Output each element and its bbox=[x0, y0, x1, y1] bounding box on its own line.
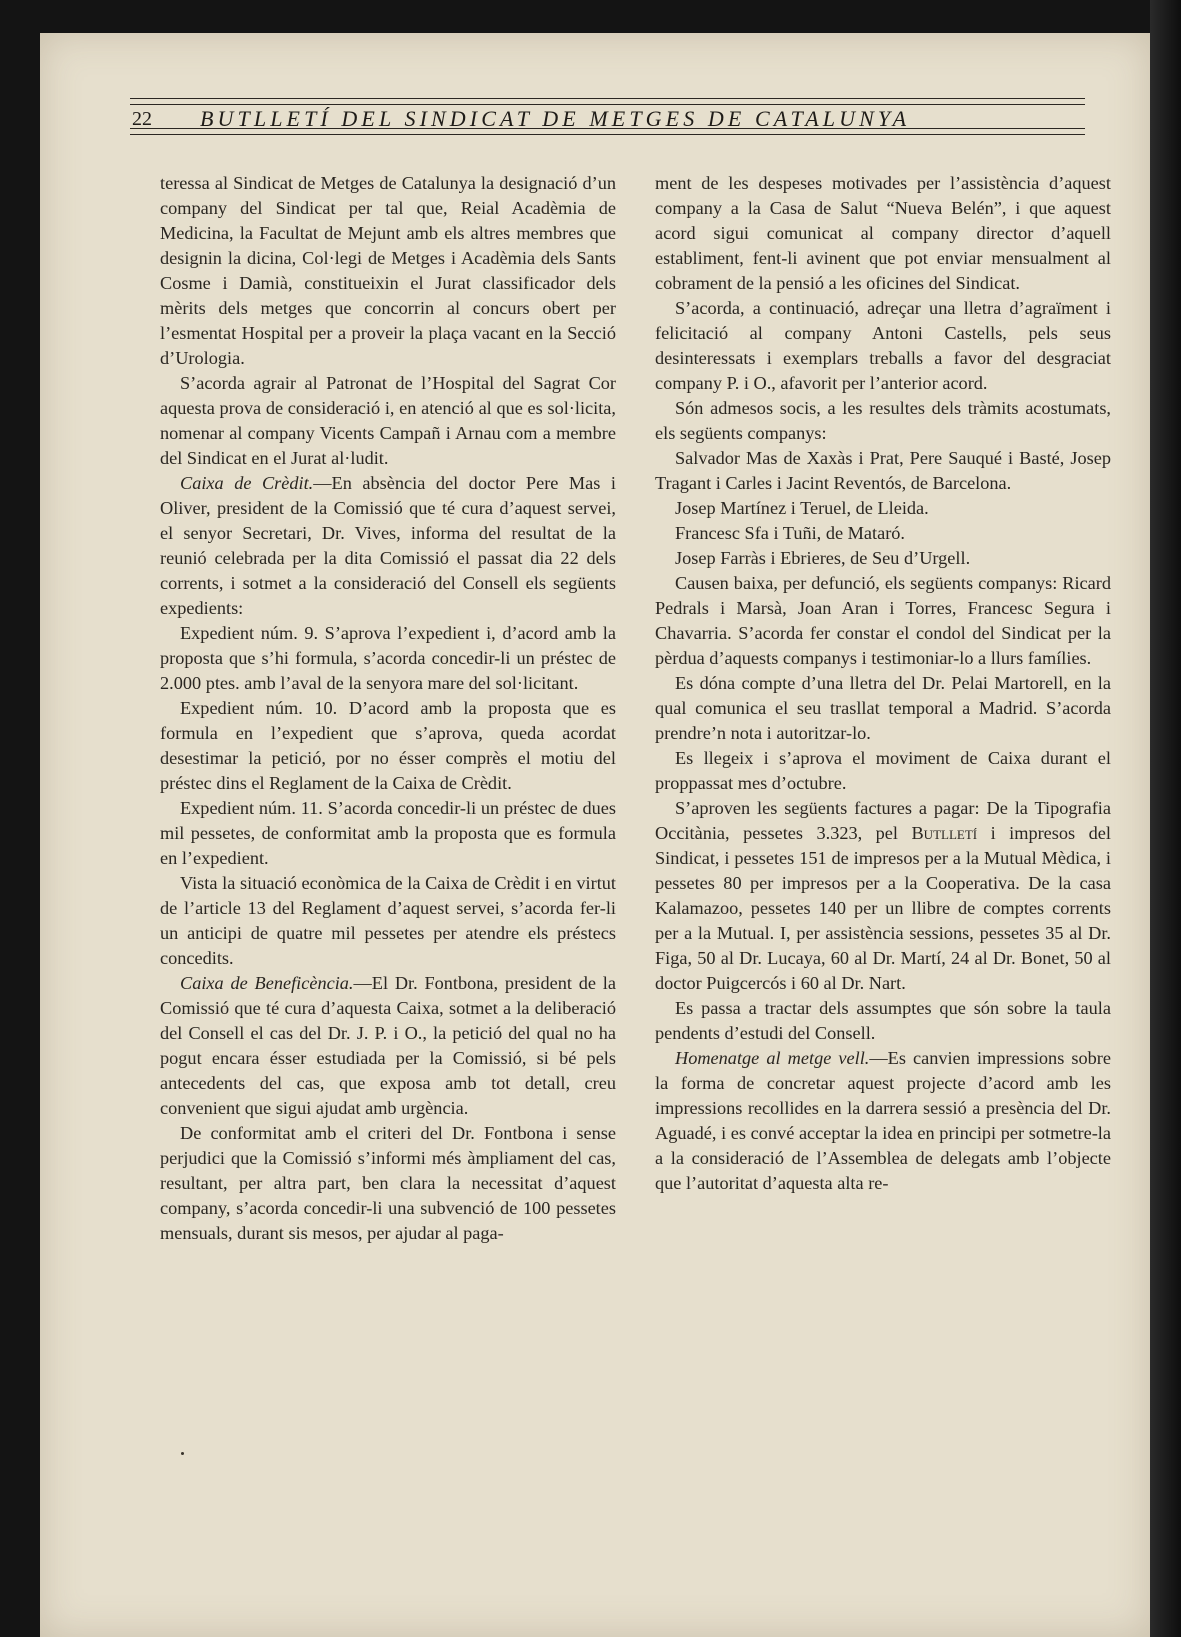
paragraph: S’acorda, a continuació, adreçar una lletra d’agraïment i felicitació al company Antoni Castells, pels seus desinteressats i exemplars treballs a favor del desgraciat company P. i O., afavorit per l’anterior acord. bbox=[655, 298, 1111, 393]
paragraph-text: S’aproven les següents factures a pagar: De la Tipografia Occitània, pessetes 3.323, pel bbox=[655, 798, 1111, 843]
paragraph: Vista la situació econòmica de la Caixa de Crèdit i en virtut de l’article 13 del Reglament d’aquest servei, s’acorda fer-li un anticipi de quatre mil pessetes per atendre els préstecs concedits. bbox=[160, 873, 616, 968]
paragraph: Es dóna compte d’una lletra del Dr. Pelai Martorell, en la qual comunica el seu trasllat temporal a Madrid. S’acorda prendre’n nota i autoritzar-lo. bbox=[655, 673, 1111, 743]
paragraph: Josep Martínez i Teruel, de Lleida. bbox=[675, 498, 929, 518]
left-column bbox=[160, 171, 616, 1246]
paragraph: Expedient núm. 9. S’aprova l’expedient i, d’acord amb la proposta que s’hi formula, s’acorda concedir-li un préstec de 2.000 ptes. amb l’aval de la senyora mare del sol·licitant. bbox=[160, 623, 616, 693]
paragraph-text: —Es canvien impressions sobre la forma de concretar aquest projecte d’acord amb les impressions recollides en la darrera sessió a presència del Dr. Aguadé, i es convé acceptar la idea en principi per sotmetre-la a la consideració de l’Assemblea de delegats amb l’objecte que l’autoritat d’aquesta alta re- bbox=[655, 1048, 1111, 1193]
right-column bbox=[655, 171, 1111, 1196]
paragraph: S’acorda agrair al Patronat de l’Hospital del Sagrat Cor aquesta prova de consideració i, en atenció al que es sol·licita, nomenar al company Vicents Campañ i Arnau com a membre del Sindicat en el Jurat al·ludit. bbox=[160, 373, 616, 468]
journal-name: Butlletí bbox=[911, 823, 978, 843]
paragraph: De conformitat amb el criteri del Dr. Fontbona i sense perjudici que la Comissió s’informi més àmpliament del cas, resultant, per altra part, ben clara la necessitat d’aquest company, s’acorda concedir-li una subvenció de 100 pessetes mensuals, durant sis mesos, per ajudar al paga- bbox=[160, 1123, 616, 1243]
paragraph: Es llegeix i s’aprova el moviment de Caixa durant el proppassat mes d’octubre. bbox=[655, 748, 1111, 793]
paragraph bbox=[655, 1046, 1111, 1196]
paragraph: Causen baixa, per defunció, els següents companys: Ricard Pedrals i Marsà, Joan Aran i Torres, Francesc Segura i Chavarria. S’acorda fer constar el condol del Sindicat per la pèrdua d’aquests companys i testimoniar-lo a llurs famílies. bbox=[655, 573, 1111, 668]
paragraph-text: i impresos del Sindicat, i pessetes 151 de impresos per a la Mutual Mèdica, i pessetes 80 per impresos per a la Cooperativa. De la casa Kalamazoo, pessetes 140 per un llibre de comptes corrents per a la Mutual. I, per assistència sessions, pessetes 35 al Dr. Figa, 50 al Dr. Lucaya, 60 al Dr. Martí, 24 al Dr. Bonet, 50 al doctor Puigcercós i 60 al Dr. Nart. bbox=[655, 823, 1111, 993]
header-rule-top bbox=[130, 98, 1085, 99]
paragraph: Expedient núm. 10. D’acord amb la proposta que es formula en l’expedient que s’aprova, queda acordat desestimar la petició, por no ésser comprès el motiu del préstec dins el Reglament de la Caixa de Crèdit. bbox=[160, 698, 616, 793]
paragraph: Són admesos socis, a les resultes dels tràmits acostumats, els següents companys: bbox=[655, 398, 1111, 443]
paragraph: Expedient núm. 11. S’acorda concedir-li un préstec de dues mil pessetes, de conformitat amb la proposta que es formula en l’expedient. bbox=[160, 798, 616, 868]
paragraph: Francesc Sfa i Tuñi, de Mataró. bbox=[675, 523, 906, 543]
page-edge-shadow bbox=[1150, 0, 1181, 1637]
paragraph: Salvador Mas de Xaxàs i Prat, Pere Sauqué i Basté, Josep Tragant i Carles i Jacint Reventós, de Barcelona. bbox=[655, 448, 1111, 493]
paragraph: Josep Farràs i Ebrieres, de Seu d’Urgell. bbox=[675, 548, 971, 568]
section-heading: Caixa de Crèdit. bbox=[180, 473, 314, 493]
paragraph: Es passa a tractar dels assumptes que són sobre la taula pendents d’estudi del Consell. bbox=[655, 998, 1111, 1043]
paragraph bbox=[160, 471, 616, 621]
paragraph: ment de les despeses motivades per l’assistència d’aquest company a la Casa de Salut “Nueva Belén”, i que aquest acord sigui comunicat al company director d’aquell establiment, fent-li avinent que pot enviar mensualment al cobrament de la pensió a les oficines del Sindicat. bbox=[655, 173, 1111, 293]
running-header bbox=[130, 64, 1085, 144]
journal-title: BUTLLETÍ DEL SINDICAT DE METGES DE CATALUNYA bbox=[200, 106, 911, 131]
paragraph bbox=[655, 796, 1111, 996]
page-number: 22 bbox=[132, 108, 152, 130]
paragraph-text: —En absència del doctor Pere Mas i Oliver, president de la Comissió que té cura d’aquest servei, el senyor Secretari, Dr. Vives, informa del resultat de la reunió celebrada per la dita Comissió el passat dia 22 dels corrents, i sotmet a la consideració del Consell els següents expedients: bbox=[160, 473, 616, 618]
header-rule-bottom bbox=[130, 128, 1085, 129]
section-heading: Caixa de Beneficència. bbox=[180, 973, 354, 993]
section-heading: Homenatge al metge vell. bbox=[675, 1048, 870, 1068]
header-rule-top-inner bbox=[130, 104, 1085, 105]
paragraph bbox=[160, 971, 616, 1121]
print-speck bbox=[181, 1452, 184, 1455]
paragraph: teressa al Sindicat de Metges de Catalunya la designació d’un company del Sindicat per tal que, Reial Acadèmia de Medicina, la Facultat de Mejunt amb els altres membres que designin la dicina, Col·legi de Metges i Acadèmia dels Sants Cosme i Damià, constitueixin el Jurat classificador dels mèrits dels metges que concorrin al concurs obert per l’esmentat Hospital per a proveir la plaça vacant en la Secció d’Urologia. bbox=[160, 173, 616, 368]
paragraph-text: —El Dr. Fontbona, president de la Comissió que té cura d’aquesta Caixa, sotmet a la deliberació del Consell el cas del Dr. J. P. i O., la petició del qual no ha pogut encara ésser estudiada per la Comissió, si bé pels antecedents del cas, que exposa amb tot detall, creu convenient que sigui ajudat amb urgència. bbox=[160, 973, 616, 1118]
header-rule-bottom-inner bbox=[130, 134, 1085, 135]
